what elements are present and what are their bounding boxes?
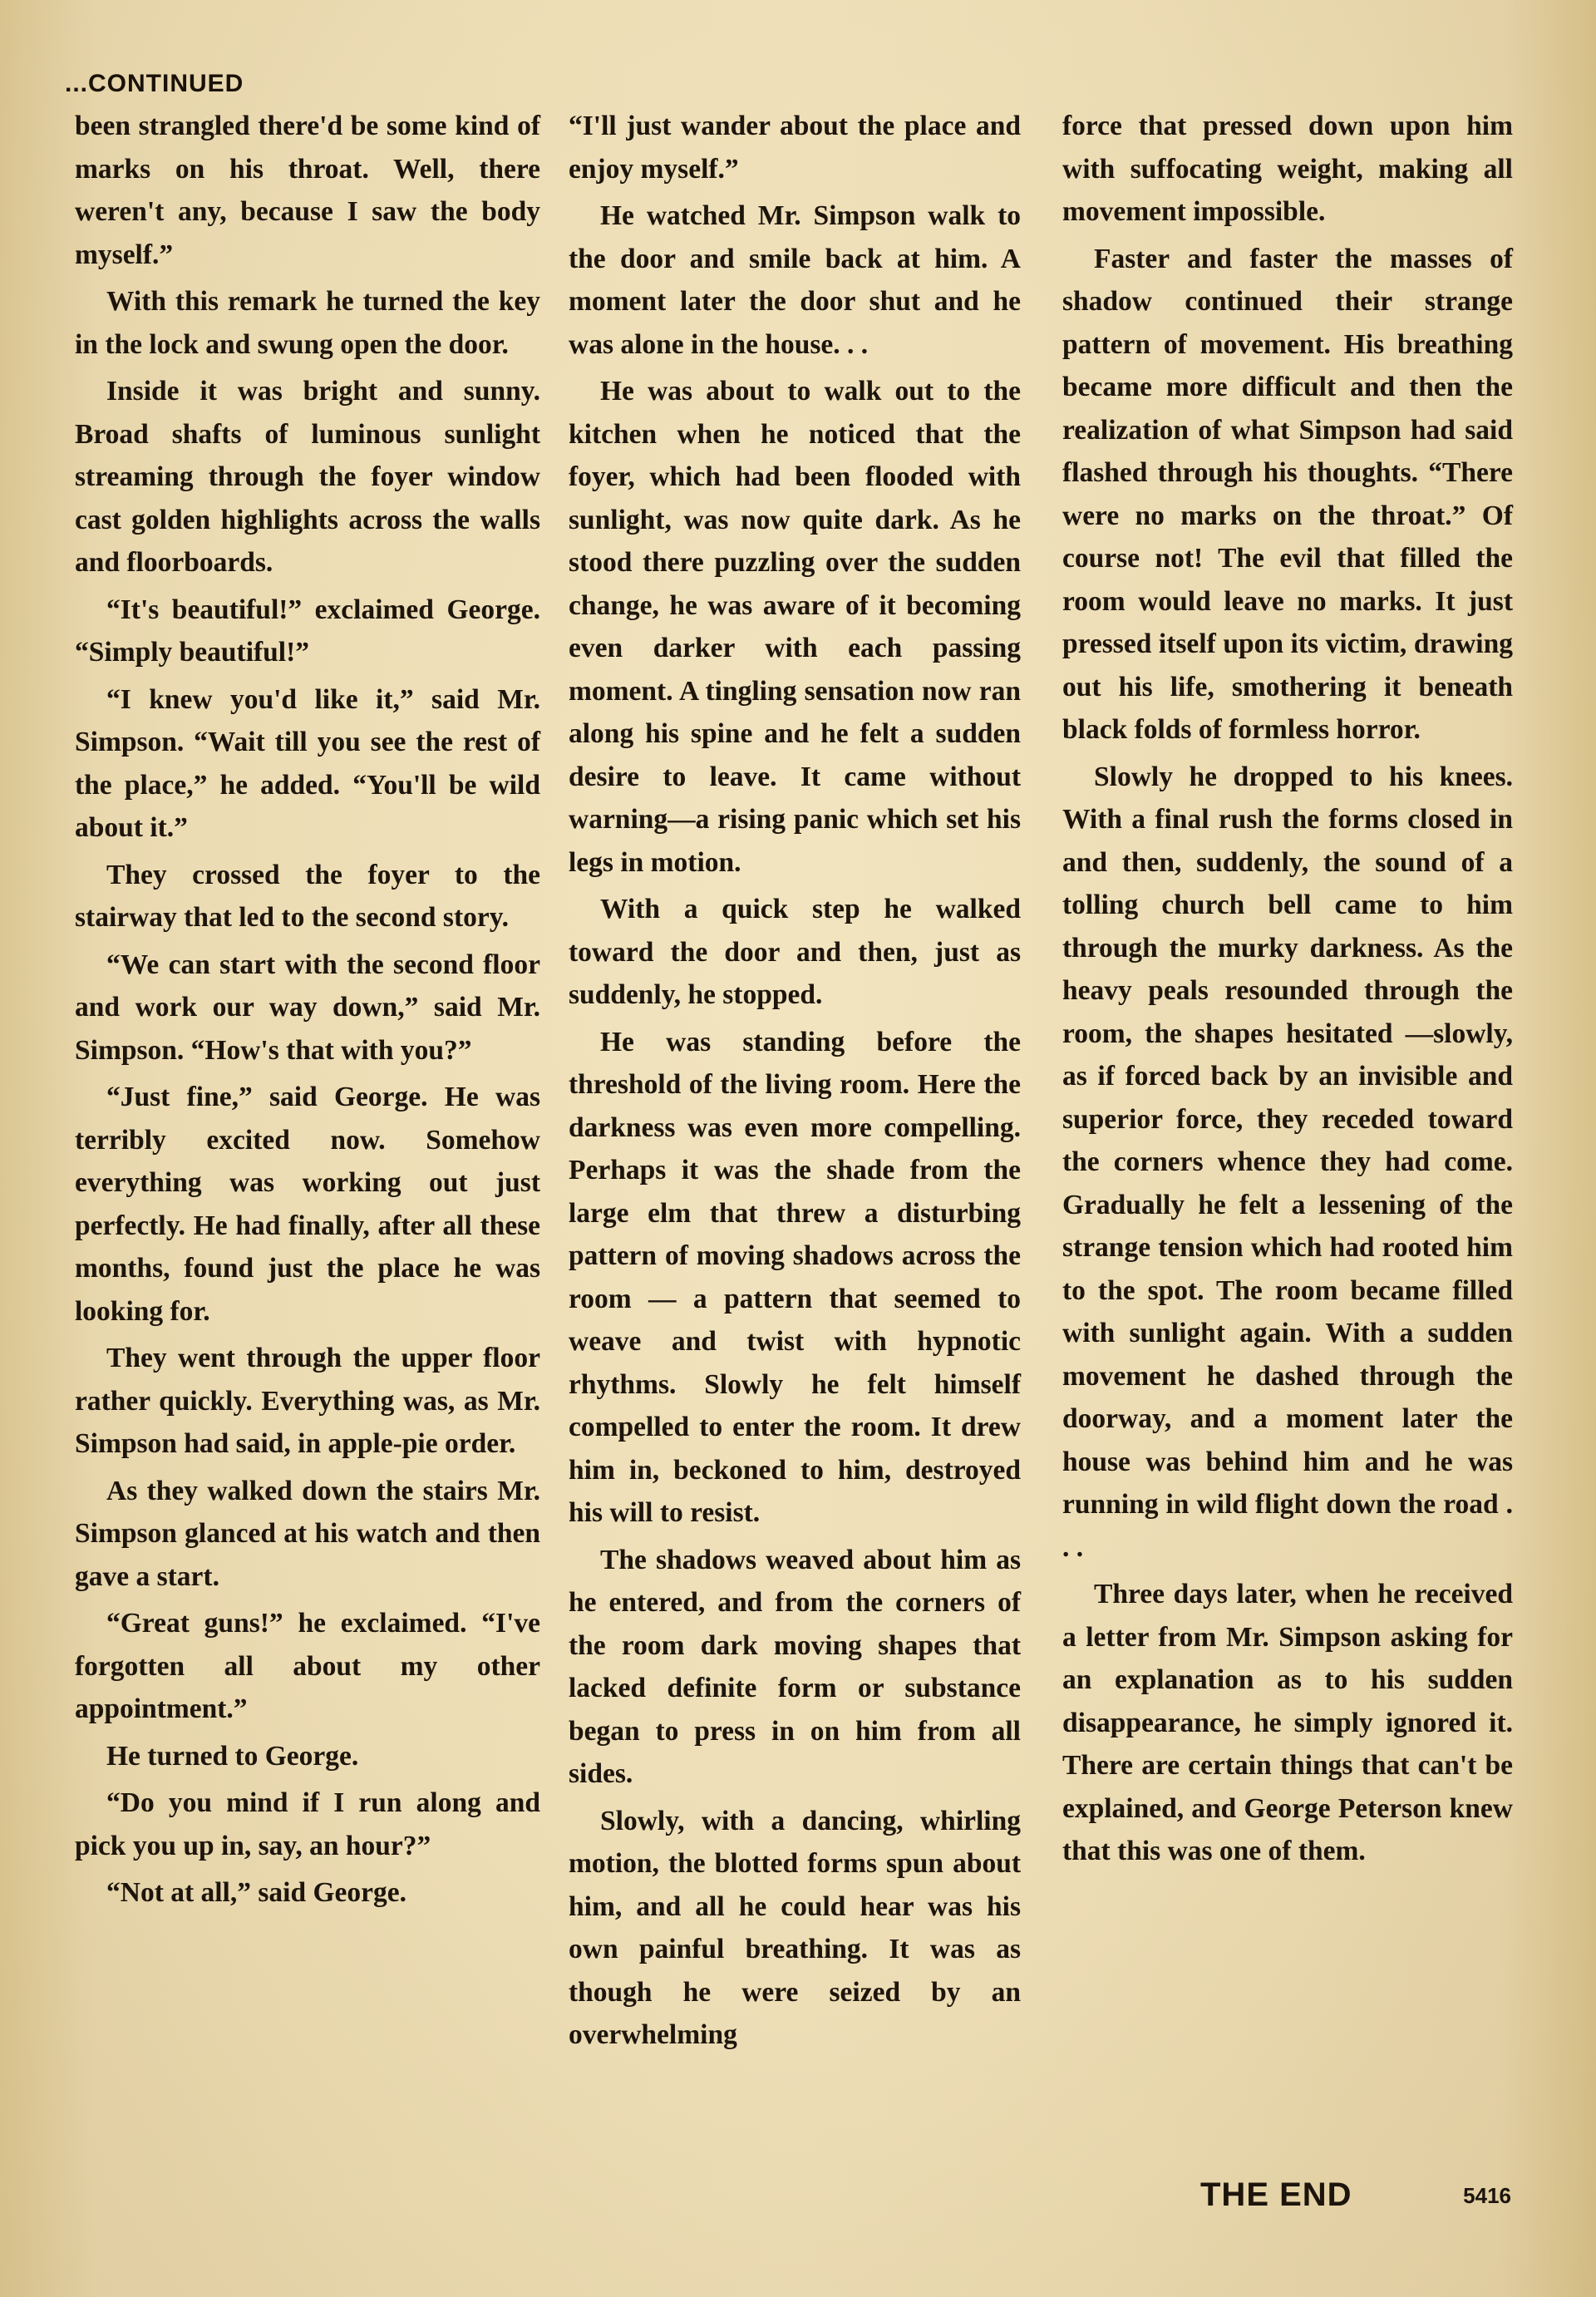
text-column-2 [569,105,1021,2061]
paragraph: “I'll just wander about the place and enjoy myself.” [569,111,1021,185]
paragraph: He watched Mr. Simpson walk to the door and smile back at him. A moment later the door shut and he was alone in the house. . . [569,200,1021,360]
paragraph: force that pressed down upon him with suffocating weight, making all movement impossible. [1062,111,1513,227]
paragraph: They crossed the foyer to the stairway that led to the second story. [75,859,540,933]
paragraph: They went through the upper floor rather quickly. Everything was, as Mr. Simpson had said, in apple-pie order. [75,1343,540,1459]
paragraph: “Not at all,” said George. [106,1877,407,1908]
paragraph: Faster and faster the masses of shadow continued their strange pattern of movement. His breathing became more difficult and then the realization of what Simpson had said flashed through his thoughts. “There were no marks on the throat.” Of course not! The evil that filled the room would leave no marks. It just pressed itself upon its victim, drawing out his life, smothering it beneath black folds of formless horror. [1062,243,1513,745]
paragraph: Slowly he dropped to his knees. With a final rush the forms closed in and then, suddenly, the sound of a tolling church bell came to him through the murky darkness. As the heavy peals resounded through the room, the shapes hesitated —slowly, as if forced back by an invisible and superior force, they receded toward the corners whence they had come. Gradually he felt a lessening of the strange tension which had rooted him to the spot. The room became filled with sunlight again. With a sudden movement he dashed through the doorway, and a moment later the house was behind him and he was running in wild flight down the road . . . [1062,761,1513,1563]
story-footer [1062,2176,1513,2226]
text-column-3 [1062,105,1513,1877]
paragraph: He turned to George. [106,1740,359,1772]
text-column-1 [75,105,540,1919]
page-code: 5416 [1463,2183,1511,2208]
paragraph: Slowly, with a dancing, whirling motion, the blotted forms spun about him, and all he could hear was his own painful breathing. It was as though he were seized by an overwhelming [569,1805,1021,2050]
paragraph: He was about to walk out to the kitchen when he noticed that the foyer, which had been flooded with sunlight, was now quite dark. As he stood there puzzling over the sudden change, he was aware of it becoming even darker with each passing moment. A tingling sensation now ran along his spine and he felt a sudden desire to leave. It came without warning—a rising panic which set his legs in motion. [569,376,1021,878]
paragraph: With this remark he turned the key in the lock and swung open the door. [75,286,540,360]
paragraph: “It's beautiful!” exclaimed George. “Simply beautiful!” [75,594,540,668]
paragraph: With a quick step he walked toward the door and then, just as suddenly, he stopped. [569,894,1021,1010]
paragraph: Inside it was bright and sunny. Broad shafts of luminous sunlight streaming through the foyer window cast golden highlights across the walls and floorboards. [75,376,540,578]
paragraph: Three days later, when he received a letter from Mr. Simpson asking for an explanation as to his sudden disappearance, he simply ignored it. There are certain things that can't be explained, and George Peterson knew that this was one of them. [1062,1579,1513,1866]
paragraph: As they walked down the stairs Mr. Simpson glanced at his watch and then gave a start. [75,1475,540,1592]
the-end-label: THE END [1200,2176,1352,2213]
paragraph: “Just fine,” said George. He was terribly excited now. Somehow everything was working out just perfectly. He had finally, after all these months, found just the place he was looking for. [75,1082,540,1327]
continued-header: ...CONTINUED [65,70,244,97]
paragraph: “Do you mind if I run along and pick you up in, say, an hour?” [75,1787,540,1861]
paragraph: “I knew you'd like it,” said Mr. Simpson. “Wait till you see the rest of the place,” he added. “You'll be wild about it.” [75,683,540,843]
paragraph: “We can start with the second floor and work our way down,” said Mr. Simpson. “How's that with you?” [75,949,540,1066]
paragraph: The shadows weaved about him as he entered, and from the corners of the room dark moving shapes that lacked definite form or substance began to press in on him from all sides. [569,1544,1021,1789]
paragraph: He was standing before the threshold of the living room. Here the darkness was even more compelling. Perhaps it was the shade from the large elm that threw a disturbing pattern of moving shadows across the room — a pattern that seemed to weave and twist with hypnotic rhythms. Slowly he felt himself compelled to enter the room. It drew him in, beckoned to him, destroyed his will to resist. [569,1026,1021,1528]
paragraph: “Great guns!” he exclaimed. “I've forgotten all about my other appointment.” [75,1608,540,1724]
paragraph: been strangled there'd be some kind of marks on his throat. Well, there weren't any, because I saw the body myself.” [75,111,540,270]
